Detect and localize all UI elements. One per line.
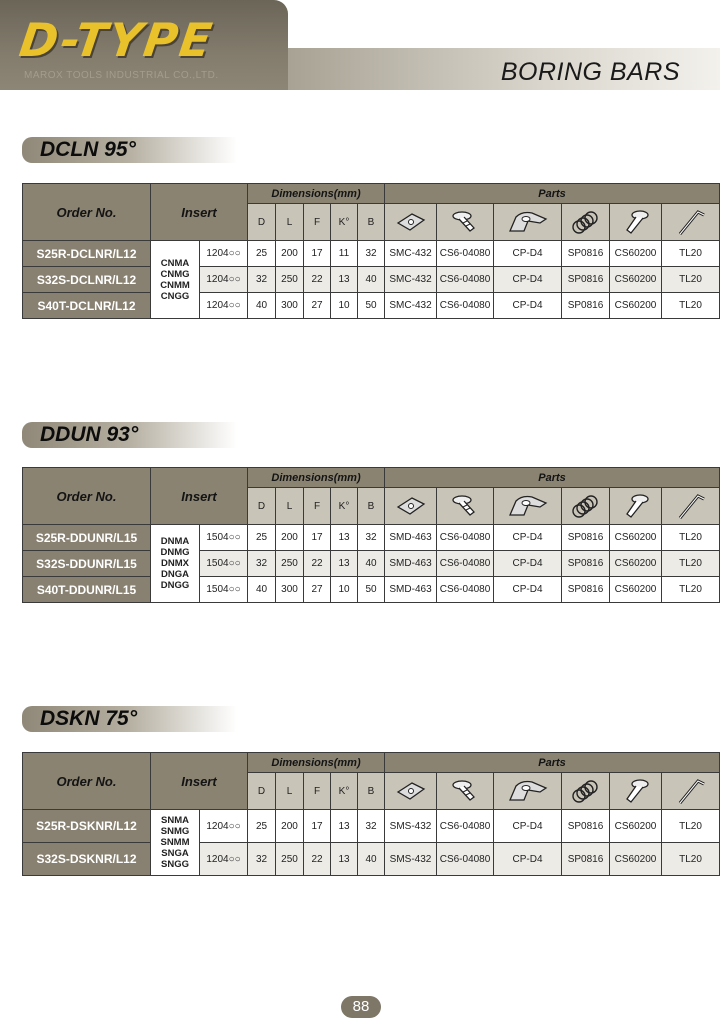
cell-b: 32 <box>358 241 385 267</box>
table-row <box>23 577 720 603</box>
insert-type: SNMM <box>160 837 190 848</box>
cell-k: 10 <box>331 577 358 603</box>
cell-f: 17 <box>304 241 331 267</box>
cell-p2: CS6-04080 <box>437 577 494 603</box>
cell-p5: CS60200 <box>610 267 662 293</box>
clamp-icon <box>494 209 561 235</box>
cell-d: 25 <box>248 525 276 551</box>
insert-types <box>151 810 200 876</box>
cell-p6: TL20 <box>662 525 720 551</box>
wrench-icon <box>662 776 719 806</box>
cell-k: 13 <box>331 525 358 551</box>
cell-p3: CP-D4 <box>494 525 562 551</box>
cell-p6: TL20 <box>662 551 720 577</box>
cell-b: 40 <box>358 551 385 577</box>
section-label-ddun: DDUN 93° <box>22 422 237 448</box>
cell-l: 250 <box>276 551 304 577</box>
dim-col-header: B <box>358 773 385 810</box>
cell-p2: CS6-04080 <box>437 525 494 551</box>
insert-type: DNGG <box>160 580 190 591</box>
cell-p3: CP-D4 <box>494 267 562 293</box>
table-row <box>23 843 720 876</box>
insert-grade: 1504○○ <box>200 577 248 603</box>
cell-l: 250 <box>276 843 304 876</box>
clamp-icon <box>494 778 561 804</box>
cell-f: 27 <box>304 293 331 319</box>
insert-type: SNGA <box>161 848 189 859</box>
cell-p5: CS60200 <box>610 525 662 551</box>
dim-col-header: D <box>248 773 276 810</box>
dimensions-header: Dimensions(mm) <box>248 468 385 488</box>
order-no-header: Order No. <box>23 753 151 810</box>
insert-icon <box>385 780 436 802</box>
cell-p3: CP-D4 <box>494 241 562 267</box>
order-no-header: Order No. <box>23 468 151 525</box>
cell-p4: SP0816 <box>562 525 610 551</box>
cell-b: 50 <box>358 577 385 603</box>
cell-p6: TL20 <box>662 293 720 319</box>
wrench-icon <box>662 491 719 521</box>
cell-p4: SP0816 <box>562 577 610 603</box>
insert-type: CNMG <box>160 268 190 280</box>
insert-grade: 1204○○ <box>200 810 248 843</box>
cell-l: 200 <box>276 241 304 267</box>
cell-f: 22 <box>304 843 331 876</box>
cell-k: 10 <box>331 293 358 319</box>
screw-icon <box>437 209 493 235</box>
table-row <box>23 551 720 577</box>
dim-col-header: L <box>276 204 304 241</box>
cell-l: 200 <box>276 810 304 843</box>
insert-grade: 1504○○ <box>200 525 248 551</box>
cell-d: 32 <box>248 267 276 293</box>
cell-b: 32 <box>358 810 385 843</box>
order-no: S40T-DCLNR/L12 <box>23 293 151 319</box>
dim-col-header: F <box>304 488 331 525</box>
cell-p6: TL20 <box>662 843 720 876</box>
page-number: 88 <box>341 996 381 1018</box>
cell-p6: TL20 <box>662 241 720 267</box>
cell-f: 22 <box>304 267 331 293</box>
cell-p1: SMC-432 <box>385 293 437 319</box>
order-no: S32S-DCLNR/L12 <box>23 267 151 293</box>
dimensions-header: Dimensions(mm) <box>248 753 385 773</box>
wrench-icon <box>662 207 719 237</box>
pin-icon <box>610 492 661 520</box>
insert-type: DNMX <box>161 558 189 569</box>
table-row <box>23 267 720 293</box>
dim-col-header: F <box>304 773 331 810</box>
insert-types <box>151 241 200 319</box>
dimensions-header: Dimensions(mm) <box>248 184 385 204</box>
brand-title: D-TYPE <box>16 13 217 67</box>
spec-table <box>22 183 720 319</box>
cell-d: 40 <box>248 577 276 603</box>
cell-k: 13 <box>331 843 358 876</box>
cell-p4: SP0816 <box>562 810 610 843</box>
insert-grade: 1204○○ <box>200 843 248 876</box>
cell-p1: SMD-463 <box>385 577 437 603</box>
spec-table <box>22 752 720 876</box>
screw-icon <box>437 493 493 519</box>
cell-f: 22 <box>304 551 331 577</box>
cell-p2: CS6-04080 <box>437 293 494 319</box>
insert-header: Insert <box>151 184 248 241</box>
insert-type: SNGG <box>161 859 189 870</box>
cell-k: 11 <box>331 241 358 267</box>
cell-d: 32 <box>248 551 276 577</box>
cell-k: 13 <box>331 810 358 843</box>
spring-icon <box>562 493 609 519</box>
cell-p4: SP0816 <box>562 267 610 293</box>
cell-p5: CS60200 <box>610 293 662 319</box>
dim-col-header: K° <box>331 204 358 241</box>
order-no: S25R-DCLNR/L12 <box>23 241 151 267</box>
insert-grade: 1204○○ <box>200 267 248 293</box>
cell-b: 50 <box>358 293 385 319</box>
insert-type: CNGG <box>160 290 190 302</box>
insert-type: SNMA <box>161 815 189 826</box>
cell-k: 13 <box>331 551 358 577</box>
section-label-dskn: DSKN 75° <box>22 706 237 732</box>
insert-type: DNMG <box>160 547 190 558</box>
insert-type: SNMG <box>160 826 190 837</box>
cell-p5: CS60200 <box>610 577 662 603</box>
cell-p3: CP-D4 <box>494 551 562 577</box>
cell-d: 40 <box>248 293 276 319</box>
cell-p2: CS6-04080 <box>437 551 494 577</box>
cell-p1: SMS-432 <box>385 810 437 843</box>
cell-f: 27 <box>304 577 331 603</box>
dim-col-header: D <box>248 488 276 525</box>
cell-p4: SP0816 <box>562 241 610 267</box>
cell-l: 250 <box>276 267 304 293</box>
order-no: S40T-DDUNR/L15 <box>23 577 151 603</box>
cell-b: 40 <box>358 267 385 293</box>
order-no: S32S-DSKNR/L12 <box>23 843 151 876</box>
cell-p4: SP0816 <box>562 551 610 577</box>
order-no: S25R-DDUNR/L15 <box>23 525 151 551</box>
cell-p5: CS60200 <box>610 810 662 843</box>
cell-p1: SMD-463 <box>385 551 437 577</box>
spec-table <box>22 467 720 603</box>
dim-col-header: B <box>358 204 385 241</box>
insert-header: Insert <box>151 753 248 810</box>
cell-p2: CS6-04080 <box>437 810 494 843</box>
cell-p6: TL20 <box>662 267 720 293</box>
screw-icon <box>437 778 493 804</box>
cell-p1: SMD-463 <box>385 525 437 551</box>
insert-grade: 1204○○ <box>200 241 248 267</box>
company-name: MAROX TOOLS INDUSTRIAL CO.,LTD. <box>24 70 219 81</box>
cell-p3: CP-D4 <box>494 293 562 319</box>
cell-d: 32 <box>248 843 276 876</box>
cell-p1: SMS-432 <box>385 843 437 876</box>
cell-b: 40 <box>358 843 385 876</box>
insert-type: DNMA <box>160 536 190 547</box>
cell-p2: CS6-04080 <box>437 241 494 267</box>
pin-icon <box>610 208 661 236</box>
cell-p1: SMC-432 <box>385 267 437 293</box>
table-row <box>23 525 720 551</box>
cell-p2: CS6-04080 <box>437 267 494 293</box>
insert-type: CNMA <box>160 257 190 269</box>
table-row <box>23 241 720 267</box>
insert-icon <box>385 495 436 517</box>
cell-p5: CS60200 <box>610 551 662 577</box>
spring-icon <box>562 209 609 235</box>
cell-p3: CP-D4 <box>494 810 562 843</box>
cell-p4: SP0816 <box>562 293 610 319</box>
insert-grade: 1204○○ <box>200 293 248 319</box>
dim-col-header: K° <box>331 488 358 525</box>
dim-col-header: L <box>276 773 304 810</box>
cell-p1: SMC-432 <box>385 241 437 267</box>
cell-p2: CS6-04080 <box>437 843 494 876</box>
cell-p3: CP-D4 <box>494 843 562 876</box>
cell-p6: TL20 <box>662 810 720 843</box>
cell-f: 17 <box>304 525 331 551</box>
insert-type: DNGA <box>161 569 189 580</box>
cell-l: 300 <box>276 293 304 319</box>
dim-col-header: B <box>358 488 385 525</box>
insert-types <box>151 525 200 603</box>
table-row <box>23 293 720 319</box>
cell-p5: CS60200 <box>610 241 662 267</box>
order-no: S25R-DSKNR/L12 <box>23 810 151 843</box>
cell-p6: TL20 <box>662 577 720 603</box>
cell-k: 13 <box>331 267 358 293</box>
section-label-dcln: DCLN 95° <box>22 137 237 163</box>
clamp-icon <box>494 493 561 519</box>
spring-icon <box>562 778 609 804</box>
parts-header: Parts <box>385 184 720 204</box>
category-title: BORING BARS <box>500 58 680 86</box>
insert-icon <box>385 211 436 233</box>
cell-p3: CP-D4 <box>494 577 562 603</box>
cell-b: 32 <box>358 525 385 551</box>
dim-col-header: F <box>304 204 331 241</box>
order-no-header: Order No. <box>23 184 151 241</box>
cell-d: 25 <box>248 810 276 843</box>
table-row <box>23 810 720 843</box>
insert-grade: 1504○○ <box>200 551 248 577</box>
parts-header: Parts <box>385 753 720 773</box>
header-tab <box>0 0 288 90</box>
cell-d: 25 <box>248 241 276 267</box>
dim-col-header: L <box>276 488 304 525</box>
insert-type: CNMM <box>160 279 190 291</box>
cell-p4: SP0816 <box>562 843 610 876</box>
cell-f: 17 <box>304 810 331 843</box>
parts-header: Parts <box>385 468 720 488</box>
insert-header: Insert <box>151 468 248 525</box>
cell-p5: CS60200 <box>610 843 662 876</box>
pin-icon <box>610 777 661 805</box>
cell-l: 300 <box>276 577 304 603</box>
dim-col-header: K° <box>331 773 358 810</box>
dim-col-header: D <box>248 204 276 241</box>
cell-l: 200 <box>276 525 304 551</box>
order-no: S32S-DDUNR/L15 <box>23 551 151 577</box>
